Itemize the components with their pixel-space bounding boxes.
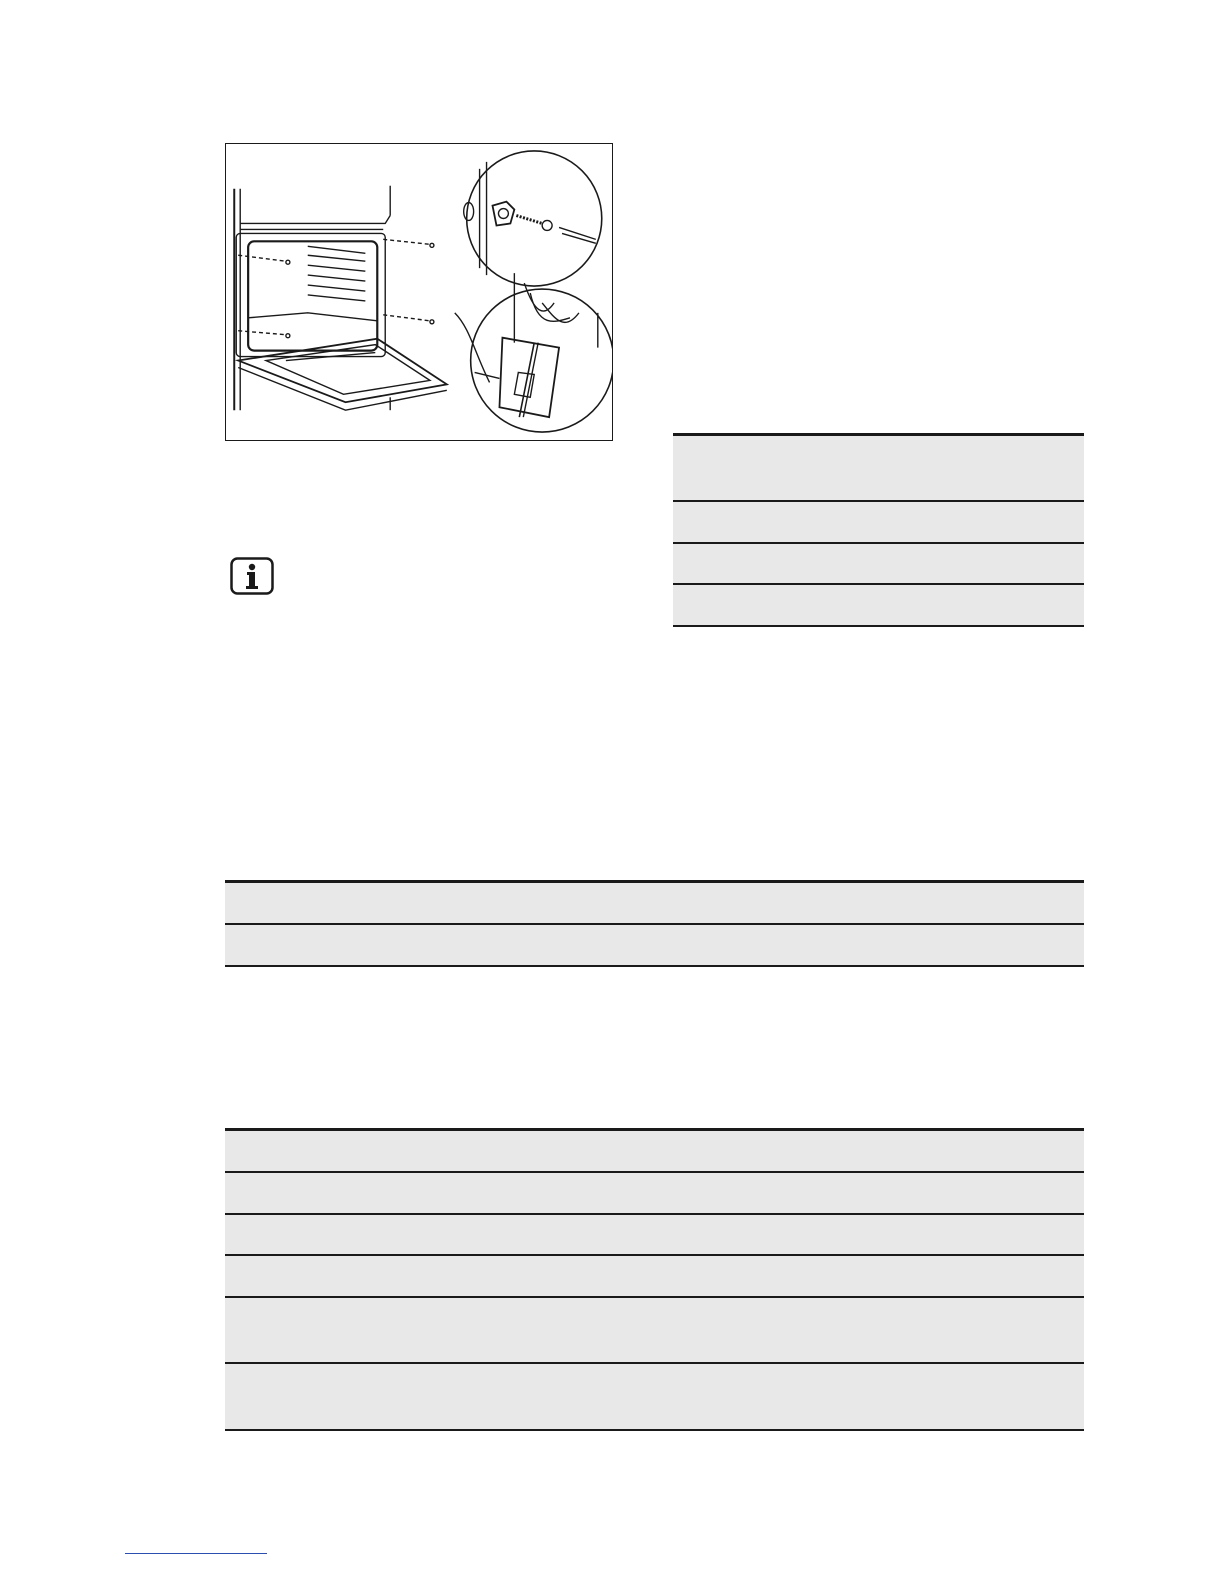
table-row [673, 585, 1084, 627]
table-row [225, 1256, 1084, 1298]
installation-figure [225, 143, 613, 441]
specs-table-small [673, 433, 1084, 627]
table-row [225, 1298, 1084, 1364]
specs-table-large [225, 1128, 1084, 1431]
info-icon [230, 557, 274, 595]
table-row [225, 1364, 1084, 1431]
table-row [225, 1173, 1084, 1215]
table-row [673, 436, 1084, 502]
specs-table-mid [225, 880, 1084, 967]
table-row [225, 883, 1084, 925]
table-row [673, 544, 1084, 585]
footer-link[interactable] [125, 1553, 267, 1554]
table-row [225, 1215, 1084, 1256]
table-row [673, 502, 1084, 544]
table-row [225, 925, 1084, 967]
oven-door-diagram [226, 144, 612, 440]
table-row [225, 1131, 1084, 1173]
